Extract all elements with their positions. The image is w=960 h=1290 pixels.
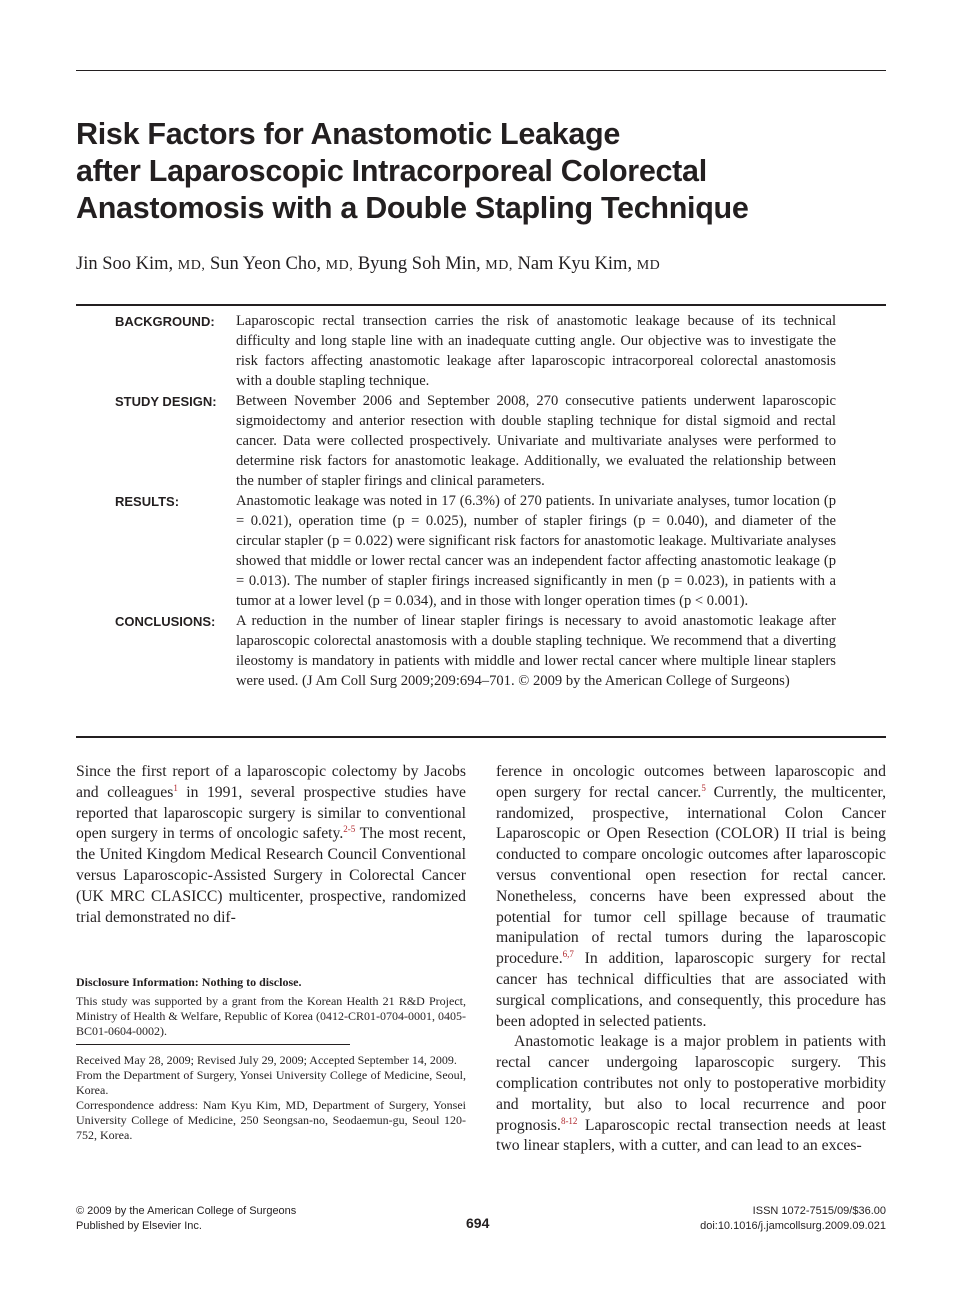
abstract-text: Between November 2006 and September 2008, 270 consecutive patients underwent laparoscopic sigmoidectomy and anterior resection with double stapling technique for distal sigmoid and rectal cancer. Data were collected prospectively. Univariate and multivariate analyses were performed to determine risk factors for anastomotic leakage. Additionally, we evaluated the relationship between the number of stapler firings and clinical parameters. (236, 393, 836, 489)
copyright-text: © 2009 by the American College of Surgeons (76, 1205, 297, 1217)
author-degree: MD (636, 258, 661, 273)
author-degree: MD, (177, 258, 206, 273)
citation-link[interactable]: 5 (701, 782, 706, 793)
body-text: Currently, the multicenter, randomized, prospective, international Colon Cancer Laparoscopic or Open Resection (COLOR) II trial is being conducted to compare oncologic outcomes after laparoscopic versus conventional open resection for rectal cancer. Nonetheless, concerns have been expressed about the potential for tumor cell spillage because of traumatic manipulation of rectal tumors during the laparoscopic procedure. (496, 783, 887, 968)
body-text: ference in oncologic outcomes between laparoscopic and open surgery for rectal cancer. (496, 763, 886, 801)
publisher-text: Published by Elsevier Inc. (76, 1220, 202, 1232)
author-name: Nam Kyu Kim, (517, 254, 633, 274)
abstract-text: A reduction in the number of linear stapler firings is necessary to avoid anastomotic leakage after laparoscopic colorectal anastomosis with a double stapling technique. We recommend that a diverting ileostomy is mandatory in patients with middle and lower rectal cancer where multiple linear staplers were used. (J Am Coll Surg 2009;209:694–701. © 2009 by the American College of Surgeons) (236, 613, 836, 689)
footer-left (76, 1204, 296, 1234)
body-text: Laparoscopic rectal transection needs at least two linear staplers, with a cutter, and can lead to an exces- (496, 1116, 886, 1155)
citation-link[interactable]: 1 (173, 782, 178, 793)
funding-note: This study was supported by a grant from the Korean Health 21 R&D Project, Ministry of Health & Welfare, Republic of Korea (0412-CR01-0704-0001, 0405-BC01-0604-0002). (76, 994, 466, 1038)
article-title (76, 116, 886, 227)
title-line: Anastomosis with a Double Stapling Technique (76, 191, 749, 225)
title-line: after Laparoscopic Intracorporeal Colorectal (76, 154, 707, 188)
author-degree: MD, (485, 258, 513, 273)
body-paragraph (496, 762, 886, 1032)
body-text: Since the first report of a laparoscopic colectomy by Jacobs and colleagues (76, 763, 466, 801)
body-text: In addition, laparoscopic surgery for rectal cancer has technical difficulties that are associated with surgical complications, and consequently, this procedure has been adopted in selected patients. (496, 950, 886, 1030)
body-text: The most recent, the United Kingdom Medical Research Council Conventional versus Laparoscopic-Assisted Surgery in Colorectal Cancer (UK MRC CLASICC) multicenter, prospective, randomized trial demonstrated no dif- (76, 825, 466, 926)
body-text: Anastomotic leakage is a major problem in patients with rectal cancer undergoing laparoscopic surgery. This complication contributes not only to postoperative morbidity and mortality, but also to local recurrence and poor prognosis. (496, 1033, 886, 1134)
abstract-bottom-rule (76, 736, 886, 738)
affiliation-note: From the Department of Surgery, Yonsei University College of Medicine, Seoul, Korea. (76, 1068, 466, 1097)
disclosure-note: Disclosure Information: Nothing to disclose. (76, 975, 302, 989)
author-name: Byung Soh Min, (357, 254, 481, 274)
abstract-section-conclusions (76, 611, 886, 691)
author-list (76, 252, 660, 278)
abstract-heading: CONCLUSIONS: (115, 614, 216, 629)
abstract-heading: STUDY DESIGN: (115, 394, 217, 409)
abstract-top-rule (76, 304, 886, 306)
footnote-rule (76, 1044, 350, 1045)
abstract-text: Anastomotic leakage was noted in 17 (6.3%) of 270 patients. In univariate analyses, tumor location (p = 0.021), operation time (p = 0.025), number of stapler firings (p = 0.040), and diameter of the circular stapler (p = 0.022) were significant risk factors for anastomotic leakage. Multivariate analyses showed that middle or lower rectal cancer was an independent factor affecting anastomotic leakage (p = 0.013). The number of stapler firings increased significantly in men (p = 0.023), in patients with a tumor at a lower level (p = 0.034), and in those with longer operation times (p < 0.001). (236, 493, 836, 609)
citation-link[interactable]: 2-5 (343, 824, 356, 835)
citation-link[interactable]: 6,7 (562, 948, 574, 959)
body-column-right (496, 762, 886, 1157)
abstract-heading: BACKGROUND: (115, 314, 215, 329)
author-name: Sun Yeon Cho, (209, 254, 322, 274)
title-line: Risk Factors for Anastomotic Leakage (76, 117, 621, 151)
abstract (76, 311, 886, 691)
citation-link[interactable]: 8-12 (560, 1115, 578, 1126)
issn-text: ISSN 1072-7515/09/$36.00 (752, 1205, 886, 1217)
correspondence-note: Correspondence address: Nam Kyu Kim, MD, Department of Surgery, Yonsei University College of Medicine, 250 Seongsan-no, Seodaemun-gu, Seoul 120-752, Korea. (76, 1098, 466, 1142)
abstract-section-results (76, 491, 886, 611)
received-note: Received May 28, 2009; Revised July 29, 2009; Accepted September 14, 2009. (76, 1053, 457, 1067)
abstract-section-background (76, 311, 886, 391)
footnotes (76, 975, 466, 1143)
top-rule (76, 70, 886, 71)
author-name: Jin Soo Kim, (76, 254, 174, 274)
abstract-text: Laparoscopic rectal transection carries the risk of anastomotic leakage because of its technical difficulty and long staple line with an inadequate cutting angle. Our objective was to investigate the risk factors affecting anastomotic leakage after laparoscopic intracorporeal colorectal anastomosis with a double stapling technique. (236, 313, 836, 389)
body-column-left (76, 762, 466, 928)
author-degree: MD, (325, 258, 354, 273)
abstract-heading: RESULTS: (115, 494, 180, 509)
page-number: 694 (466, 1215, 490, 1231)
body-paragraph (76, 762, 466, 928)
doi-link[interactable]: doi:10.1016/j.jamcollsurg.2009.09.021 (700, 1220, 886, 1232)
body-paragraph (496, 1032, 886, 1157)
body-text: in 1991, several prospective studies have reported that laparoscopic surgery is similar to conventional open surgery in terms of oncologic safety. (76, 783, 467, 843)
abstract-section-study-design (76, 391, 886, 491)
footer-right (700, 1204, 886, 1234)
